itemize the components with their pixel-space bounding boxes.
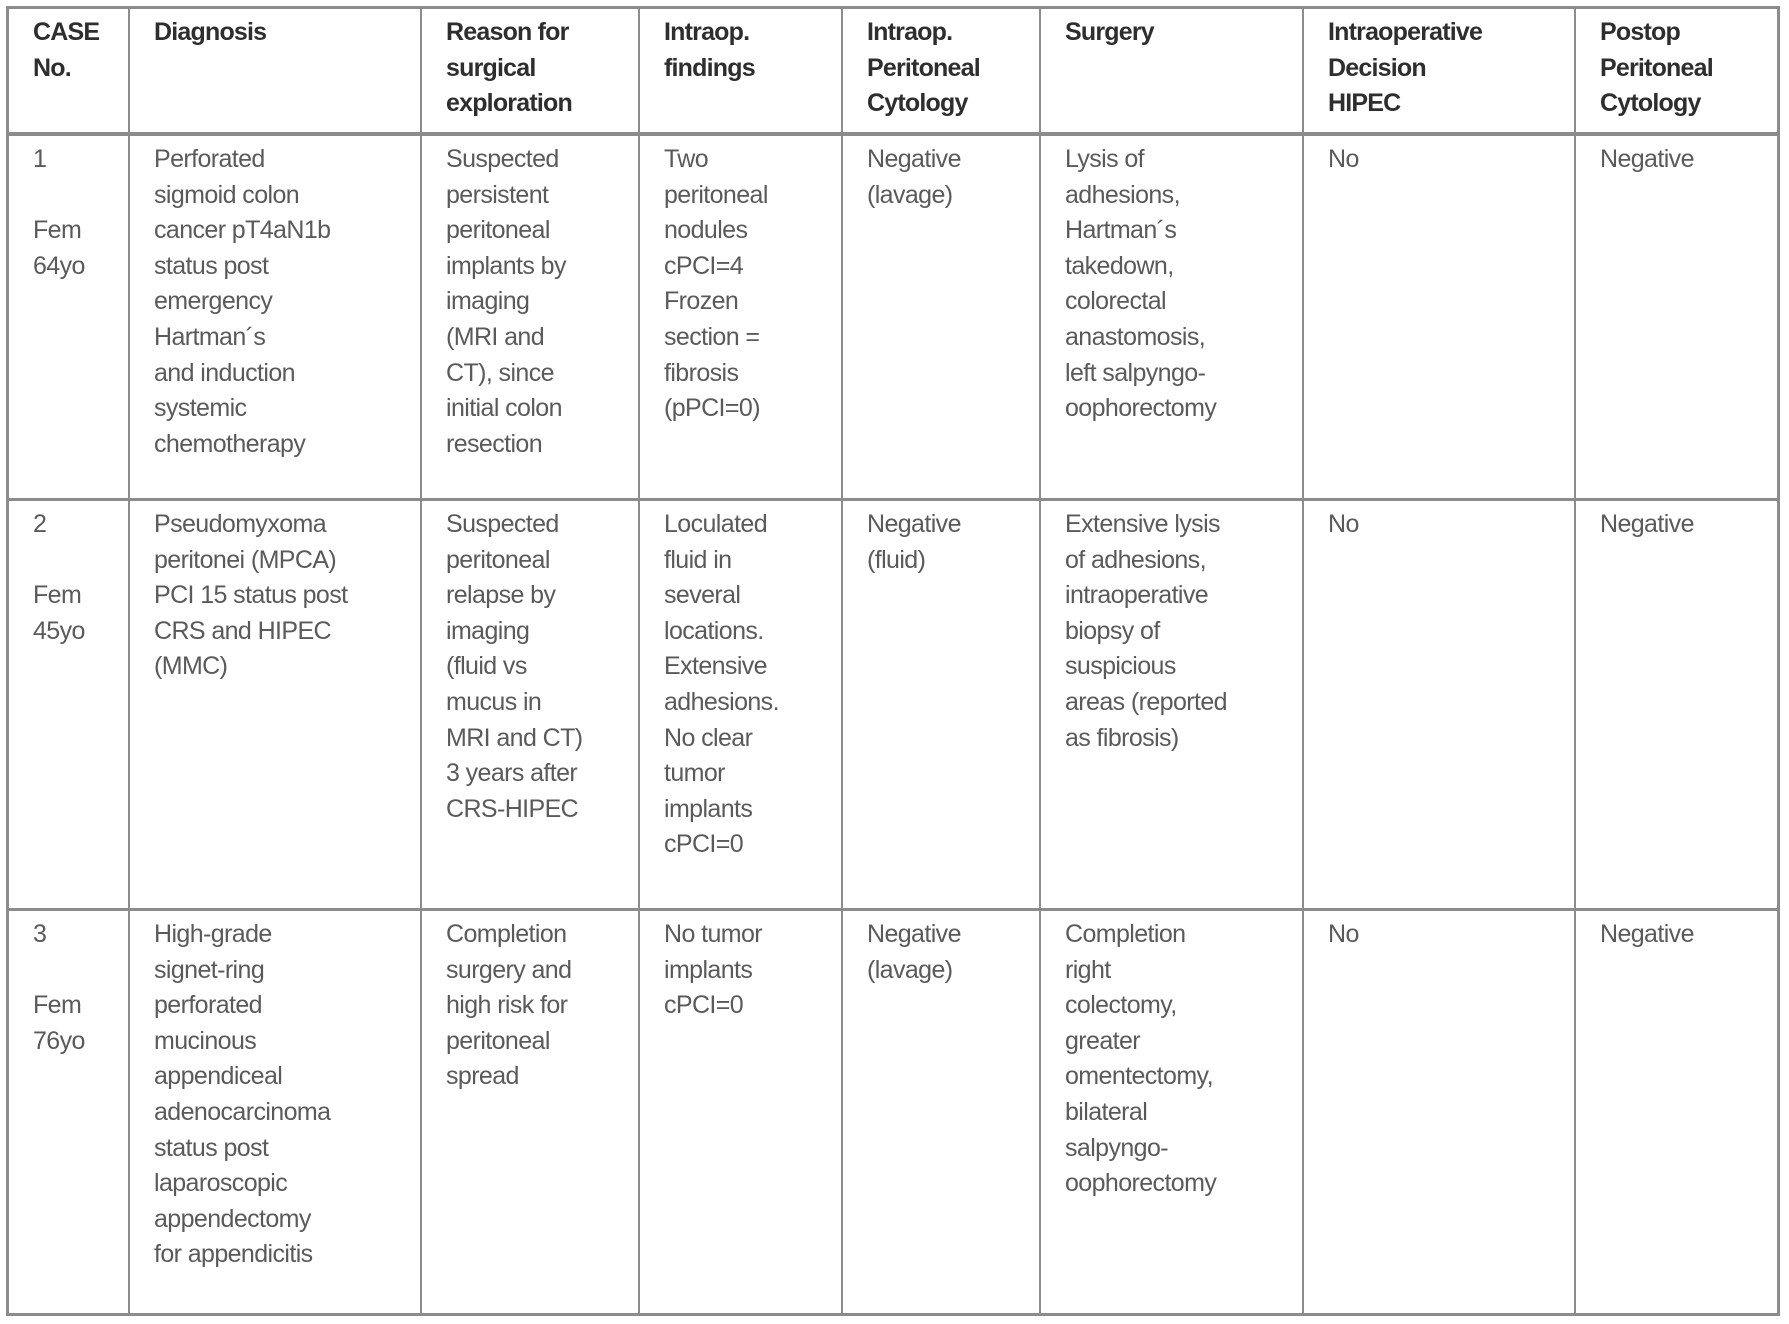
cell-line: (fluid) (867, 545, 926, 574)
cell-line: adenocarcinoma (154, 1097, 331, 1126)
header-text: Decision (1328, 53, 1426, 82)
cell-line: tumor (664, 759, 725, 788)
spacer (33, 953, 128, 989)
cell-line: right (1065, 955, 1111, 984)
cell-line: Hartman´s (154, 322, 266, 351)
header-hipec-decision (1304, 9, 1576, 132)
cell-line: appendectomy (154, 1204, 311, 1233)
cell-line: Negative (867, 145, 961, 173)
header-findings (640, 9, 843, 132)
cell-line: chemotherapy (154, 429, 306, 458)
cell-line: spread (446, 1062, 519, 1091)
cell-line: High-grade (154, 920, 272, 948)
header-text: surgical (446, 53, 536, 82)
header-text: Cytology (1600, 89, 1701, 118)
cell-line: Negative (867, 920, 961, 948)
cell-line: CT), since (446, 358, 554, 387)
diagnosis-cell (130, 501, 422, 908)
header-text: HIPEC (1328, 89, 1401, 118)
cell-line: Negative (1600, 920, 1694, 948)
findings-cell (640, 911, 843, 1316)
cell-line: (pPCI=0) (664, 394, 760, 423)
case-number: 2 (33, 510, 47, 538)
header-text: Postop (1600, 18, 1680, 46)
case-no-cell (9, 911, 130, 1316)
cell-line: appendiceal (154, 1062, 283, 1091)
patient-sex: Fem (33, 581, 82, 610)
cell-line: implants by (446, 251, 566, 280)
cell-line: (fluid vs (446, 652, 527, 681)
cell-line: intraoperative (1065, 581, 1209, 610)
cell-line: Suspected (446, 510, 559, 538)
cell-line: imaging (446, 616, 530, 645)
header-text: exploration (446, 89, 572, 118)
cell-line: (lavage) (867, 180, 953, 209)
header-text: findings (664, 53, 755, 82)
cell-line: as fibrosis) (1065, 723, 1179, 752)
header-text: Diagnosis (154, 18, 267, 46)
header-text: Intraoperative (1328, 18, 1483, 46)
cell-line: Suspected (446, 145, 559, 173)
cell-line: Negative (1600, 145, 1694, 173)
cell-line: Loculated (664, 510, 768, 538)
cell-line: No clear (664, 723, 753, 752)
cell-line: laparoscopic (154, 1169, 288, 1198)
cell-line: salpyngo- (1065, 1133, 1168, 1162)
cell-line: implants (664, 955, 753, 984)
surgery-cell (1041, 501, 1304, 908)
postop-cytology-cell (1576, 136, 1777, 498)
cell-line: cPCI=0 (664, 830, 744, 859)
postop-cytology-cell (1576, 911, 1777, 1316)
cell-line: adhesions, (1065, 180, 1180, 209)
diagnosis-cell (130, 136, 422, 498)
header-intraop-cytology (843, 9, 1041, 132)
cell-line: and induction (154, 358, 295, 387)
hipec-decision-cell (1304, 136, 1576, 498)
cell-line: of adhesions, (1065, 545, 1206, 574)
header-text: Surgery (1065, 18, 1154, 46)
header-text: No. (33, 53, 71, 82)
surgery-cell (1041, 136, 1304, 498)
cell-line: locations. (664, 616, 764, 645)
header-text: Cytology (867, 89, 968, 118)
cell-line: peritoneal (446, 216, 550, 245)
cell-line: 3 years after (446, 759, 578, 788)
cell-line: anastomosis, (1065, 322, 1206, 351)
cell-line: left salpyngo- (1065, 358, 1206, 387)
cell-line: No (1328, 510, 1359, 538)
cell-line: No (1328, 920, 1359, 948)
cell-line: CRS and HIPEC (154, 616, 331, 645)
cell-line: Two (664, 145, 709, 173)
reason-cell (422, 911, 640, 1316)
cell-line: sigmoid colon (154, 180, 300, 209)
intraop-cytology-cell (843, 136, 1041, 498)
cell-line: Lysis of (1065, 145, 1145, 173)
cell-line: areas (reported (1065, 687, 1227, 716)
cell-line: biopsy of (1065, 616, 1160, 645)
cell-line: Completion (446, 920, 567, 948)
cell-line: Frozen (664, 287, 739, 316)
patient-age: 45yo (33, 616, 85, 645)
cell-line: status post (154, 251, 269, 280)
table-row (9, 136, 1777, 501)
cell-line: adhesions. (664, 687, 779, 716)
cell-line: MRI and CT) (446, 723, 583, 752)
cell-line: peritoneal (446, 1026, 550, 1055)
cell-line: cPCI=4 (664, 251, 744, 280)
cell-line: status post (154, 1133, 269, 1162)
case-no-cell (9, 136, 130, 498)
reason-cell (422, 501, 640, 908)
cell-line: colectomy, (1065, 991, 1177, 1020)
cell-line: emergency (154, 287, 273, 316)
cell-line: (MRI and (446, 322, 545, 351)
cell-line: persistent (446, 180, 549, 209)
cell-line: section = (664, 322, 760, 351)
patient-age: 64yo (33, 251, 85, 280)
cell-line: systemic (154, 394, 247, 423)
cell-line: Hartman´s (1065, 216, 1177, 245)
cell-line: perforated (154, 991, 262, 1020)
cell-line: fluid in (664, 545, 732, 574)
header-surgery (1041, 9, 1304, 132)
findings-cell (640, 136, 843, 498)
case-no-cell (9, 501, 130, 908)
header-diagnosis (130, 9, 422, 132)
table-row (9, 911, 1777, 1316)
table-header-row (9, 9, 1777, 136)
intraop-cytology-cell (843, 501, 1041, 908)
cell-line: resection (446, 429, 543, 458)
cell-line: takedown, (1065, 251, 1174, 280)
case-table (6, 6, 1780, 1316)
spacer (33, 178, 128, 214)
table-row (9, 501, 1777, 911)
case-number: 3 (33, 920, 47, 948)
patient-sex: Fem (33, 991, 82, 1020)
cell-line: relapse by (446, 581, 556, 610)
cell-line: peritoneal (446, 545, 550, 574)
cell-line: several (664, 581, 741, 610)
cell-line: colorectal (1065, 287, 1166, 316)
findings-cell (640, 501, 843, 908)
cell-line: Negative (1600, 510, 1694, 538)
header-text: CASE (33, 18, 100, 46)
cell-line: greater (1065, 1026, 1141, 1055)
cell-line: nodules (664, 216, 748, 245)
cell-line: initial colon (446, 394, 562, 423)
spacer (33, 543, 128, 579)
header-reason (422, 9, 640, 132)
cell-line: cPCI=0 (664, 991, 744, 1020)
patient-sex: Fem (33, 216, 82, 245)
cell-line: Extensive (664, 652, 767, 681)
header-text: Intraop. (867, 18, 953, 46)
cell-line: No tumor (664, 920, 763, 948)
cell-line: Extensive lysis (1065, 510, 1220, 538)
cell-line: (lavage) (867, 955, 953, 984)
diagnosis-cell (130, 911, 422, 1316)
cell-line: mucus in (446, 687, 542, 716)
reason-cell (422, 136, 640, 498)
cell-line: Pseudomyxoma (154, 510, 327, 538)
cell-line: peritoneal (664, 180, 768, 209)
cell-line: oophorectomy (1065, 1169, 1217, 1198)
cell-line: (MMC) (154, 652, 228, 681)
cell-line: mucinous (154, 1026, 257, 1055)
cell-line: peritonei (MPCA) (154, 545, 337, 574)
cell-line: implants (664, 794, 753, 823)
hipec-decision-cell (1304, 911, 1576, 1316)
header-case-no (9, 9, 130, 132)
surgery-cell (1041, 911, 1304, 1316)
patient-age: 76yo (33, 1026, 85, 1055)
cell-line: high risk for (446, 991, 568, 1020)
cell-line: Negative (867, 510, 961, 538)
intraop-cytology-cell (843, 911, 1041, 1316)
hipec-decision-cell (1304, 501, 1576, 908)
cell-line: Perforated (154, 145, 265, 173)
header-postop-cytology (1576, 9, 1777, 132)
header-text: Peritoneal (867, 53, 980, 82)
cell-line: omentectomy, (1065, 1062, 1213, 1091)
cell-line: bilateral (1065, 1097, 1148, 1126)
header-text: Peritoneal (1600, 53, 1713, 82)
case-number: 1 (33, 145, 47, 173)
cell-line: oophorectomy (1065, 394, 1217, 423)
cell-line: Completion (1065, 920, 1186, 948)
cell-line: No (1328, 145, 1359, 173)
cell-line: suspicious (1065, 652, 1176, 681)
postop-cytology-cell (1576, 501, 1777, 908)
cell-line: signet-ring (154, 955, 265, 984)
cell-line: PCI 15 status post (154, 581, 348, 610)
cell-line: imaging (446, 287, 530, 316)
cell-line: fibrosis (664, 358, 739, 387)
header-text: Intraop. (664, 18, 750, 46)
cell-line: CRS-HIPEC (446, 794, 579, 823)
header-text: Reason for (446, 18, 569, 46)
cell-line: cancer pT4aN1b (154, 216, 331, 245)
cell-line: surgery and (446, 955, 572, 984)
cell-line: for appendicitis (154, 1240, 313, 1269)
